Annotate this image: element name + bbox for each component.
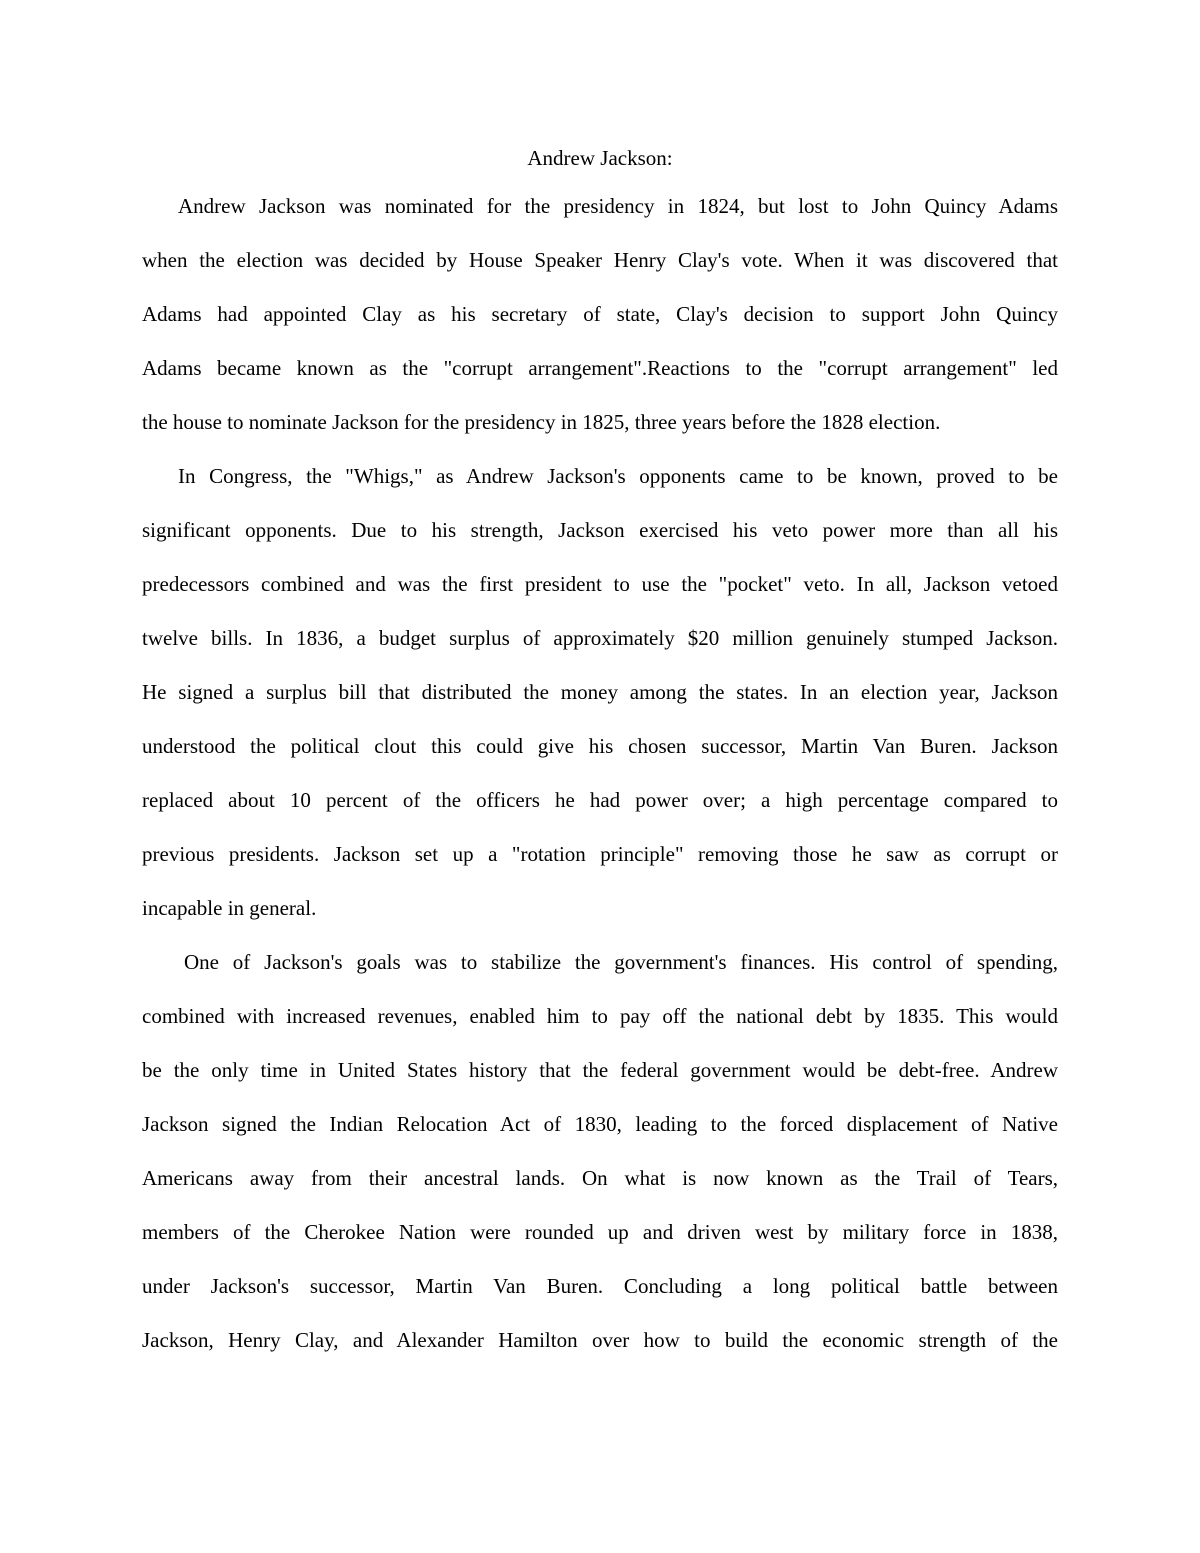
text-line: twelve bills. In 1836, a budget surplus of approximately $20 million genuinely stumped Jackson. — [142, 626, 1058, 650]
text-line: understood the political clout this could give his chosen successor, Martin Van Buren. Jackson — [142, 734, 1058, 758]
text-line: be the only time in United States history that the federal government would be debt-free. Andrew — [142, 1058, 1058, 1082]
text-line: Adams had appointed Clay as his secretary of state, Clay's decision to support John Quincy — [142, 302, 1058, 326]
paragraph-2 — [142, 449, 1058, 935]
text-line: predecessors combined and was the first president to use the "pocket" veto. In all, Jackson vetoed — [142, 572, 1058, 596]
page-title: Andrew Jackson: — [527, 146, 673, 170]
text-line: In Congress, the "Whigs," as Andrew Jackson's opponents came to be known, proved to be — [178, 464, 1058, 488]
document-body — [142, 138, 1058, 1367]
text-line: Americans away from their ancestral lands. On what is now known as the Trail of Tears, — [142, 1166, 1058, 1190]
text-line: Andrew Jackson was nominated for the presidency in 1824, but lost to John Quincy Adams — [178, 194, 1058, 218]
text-line: combined with increased revenues, enabled him to pay off the national debt by 1835. This would — [142, 1004, 1058, 1028]
text-line: replaced about 10 percent of the officers he had power over; a high percentage compared to — [142, 788, 1058, 812]
text-line: previous presidents. Jackson set up a "rotation principle" removing those he saw as corrupt or — [142, 842, 1058, 866]
text-line: Jackson signed the Indian Relocation Act of 1830, leading to the forced displacement of Native — [142, 1112, 1058, 1136]
text-line: when the election was decided by House Speaker Henry Clay's vote. When it was discovered that — [142, 248, 1058, 272]
text-line: Jackson, Henry Clay, and Alexander Hamilton over how to build the economic strength of the — [142, 1328, 1058, 1352]
text-line: Adams became known as the "corrupt arrangement".Reactions to the "corrupt arrangement" led — [142, 356, 1058, 380]
text-line: significant opponents. Due to his strength, Jackson exercised his veto power more than all his — [142, 518, 1058, 542]
text-line: members of the Cherokee Nation were rounded up and driven west by military force in 1838, — [142, 1220, 1058, 1244]
text-line: under Jackson's successor, Martin Van Buren. Concluding a long political battle between — [142, 1274, 1058, 1298]
text-line: the house to nominate Jackson for the presidency in 1825, three years before the 1828 election. — [142, 410, 941, 434]
text-line: One of Jackson's goals was to stabilize the government's finances. His control of spending, — [184, 950, 1058, 974]
text-line: He signed a surplus bill that distributed the money among the states. In an election year, Jackson — [142, 680, 1058, 704]
paragraph-1 — [142, 179, 1058, 449]
text-line: incapable in general. — [142, 896, 317, 920]
paragraph-3 — [142, 935, 1058, 1367]
